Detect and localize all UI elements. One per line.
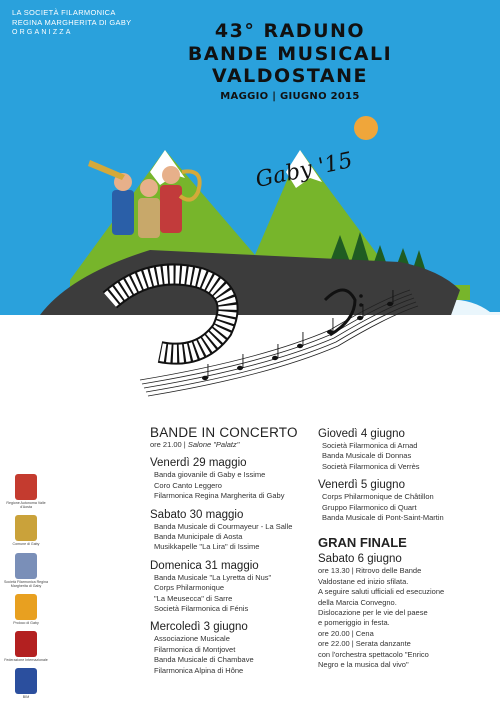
organizer-line-2: REGINA MARGHERITA DI GABY <box>12 18 132 27</box>
sponsor-caption: Società Filarmonica Regina Margherita di Gaby <box>4 579 48 588</box>
band-item: Filarmonica Regina Margherita di Gaby <box>154 491 285 501</box>
concerts-heading: BANDE IN CONCERTO <box>150 425 298 440</box>
band-item: Corps Philarmonique de Châtillon <box>322 492 434 502</box>
sponsor-logos <box>4 474 54 706</box>
concert-day-title: Domenica 31 maggio <box>150 559 259 572</box>
concert-day <box>150 559 310 615</box>
sponsor-caption: Regione Autonoma Valle d'Aosta <box>6 501 46 510</box>
band-item: Musikkapelle "La Lira" di Issime <box>154 542 260 552</box>
concert-day-title: Mercoledì 3 giugno <box>150 621 248 634</box>
concert-day <box>318 427 493 472</box>
finale-day: Sabato 6 giugno <box>318 553 402 566</box>
sponsor-logo <box>4 668 48 699</box>
band-item: Banda Musicale di Donnas <box>322 451 412 461</box>
finale-line: della Marcia Convegno. <box>318 597 397 607</box>
concerts-time: ore 21.00 | Salone "Palatz" <box>150 440 240 449</box>
event-title <box>120 20 460 102</box>
finale-line: A seguire saluti ufficiali ed esecuzione <box>318 587 445 597</box>
finale-line: Valdostane ed inizio sfilata. <box>318 576 409 586</box>
finale-line: ore 13.30 | Ritrovo delle Bande <box>318 566 422 576</box>
concert-day-title: Venerdì 5 giugno <box>318 479 405 492</box>
band-item: Banda Musicale di Pont-Saint-Martin <box>322 513 444 523</box>
concert-day <box>318 478 493 523</box>
title-line-2: BANDE MUSICALI <box>187 43 393 65</box>
sponsor-logo <box>4 631 48 662</box>
concert-day <box>150 620 310 676</box>
sponsor-logo <box>4 594 48 625</box>
finale-line: con l'orchestra spettacolo "Enrico <box>318 649 429 659</box>
concert-day <box>150 456 310 501</box>
band-item: Coro Canto Leggero <box>154 480 222 490</box>
finale-line: ore 20.00 | Cena <box>318 628 374 638</box>
organizer-line-3: ORGANIZZA <box>12 29 73 36</box>
finale-line: Dislocazione per le vie del paese <box>318 608 428 618</box>
concert-day-title: Giovedì 4 giugno <box>318 428 405 440</box>
band-item: Banda Musicale di Courmayeur - La Salle <box>154 521 293 531</box>
finale-line: Negro e la musica dal vivo" <box>318 660 409 670</box>
title-line-3: VALDOSTANE <box>212 65 368 87</box>
band-item: Filarmonica Alpina di Hône <box>154 665 244 675</box>
band-item: Banda Municipale di Aosta <box>154 532 243 542</box>
signature-text: Gaby '15 <box>253 148 355 193</box>
sponsor-logo <box>4 553 48 588</box>
sponsor-caption: BIM <box>22 695 30 700</box>
concerts-column-2 <box>318 425 493 671</box>
band-item: Società Filarmonica di Fénis <box>154 604 249 614</box>
band-item: Società Filarmonica di Verrès <box>322 461 420 471</box>
band-item: Gruppo Filarmonico di Quart <box>322 502 417 512</box>
sponsor-logo <box>4 474 48 509</box>
band-item: Corps Philarmonique <box>154 583 225 593</box>
sponsor-emblem-icon <box>15 668 37 694</box>
sponsor-logo <box>4 515 48 546</box>
organizer-line-1: LA SOCIETÀ FILARMONICA <box>12 8 116 17</box>
sponsor-caption: Proloco di Gaby <box>13 621 39 626</box>
sponsor-caption: Comune di Gaby <box>12 542 40 547</box>
sun-icon <box>354 116 378 140</box>
concert-day-title: Sabato 30 maggio <box>150 508 244 521</box>
finale-heading: GRAN FINALE <box>318 535 407 551</box>
sponsor-emblem-icon <box>15 553 37 579</box>
sponsor-emblem-icon <box>15 594 37 620</box>
title-edition: 43° RADUNO <box>214 20 366 42</box>
sponsor-emblem-icon <box>15 631 37 657</box>
organizer-block <box>12 8 131 38</box>
finale-line: ore 22.00 | Serata danzante <box>318 639 411 649</box>
concert-day-title: Venerdì 29 maggio <box>150 457 247 470</box>
band-item: Banda giovanile di Gaby e Issime <box>154 470 266 480</box>
lower-background <box>0 315 500 405</box>
concerts-column <box>150 425 310 676</box>
concert-day <box>150 508 310 553</box>
sponsor-emblem-icon <box>15 515 37 541</box>
finale-line: e pomeriggio in festa. <box>318 618 390 628</box>
band-item: Filarmonica di Montjovet <box>154 644 236 654</box>
band-item: Associazione Musicale <box>154 634 230 644</box>
band-item: Banda Musicale di Chambave <box>154 655 254 665</box>
event-dates: MAGGIO | GIUGNO 2015 <box>220 91 360 102</box>
sponsor-caption: Federazione Internazionale <box>4 658 48 663</box>
band-item: Banda Musicale "La Lyretta di Nus" <box>154 572 272 582</box>
band-item: "La Meusecca" di Sarre <box>154 593 233 603</box>
sponsor-emblem-icon <box>15 474 37 500</box>
concerts-venue: Salone "Palatz" <box>187 440 240 449</box>
band-item: Società Filarmonica di Arnad <box>322 441 418 450</box>
